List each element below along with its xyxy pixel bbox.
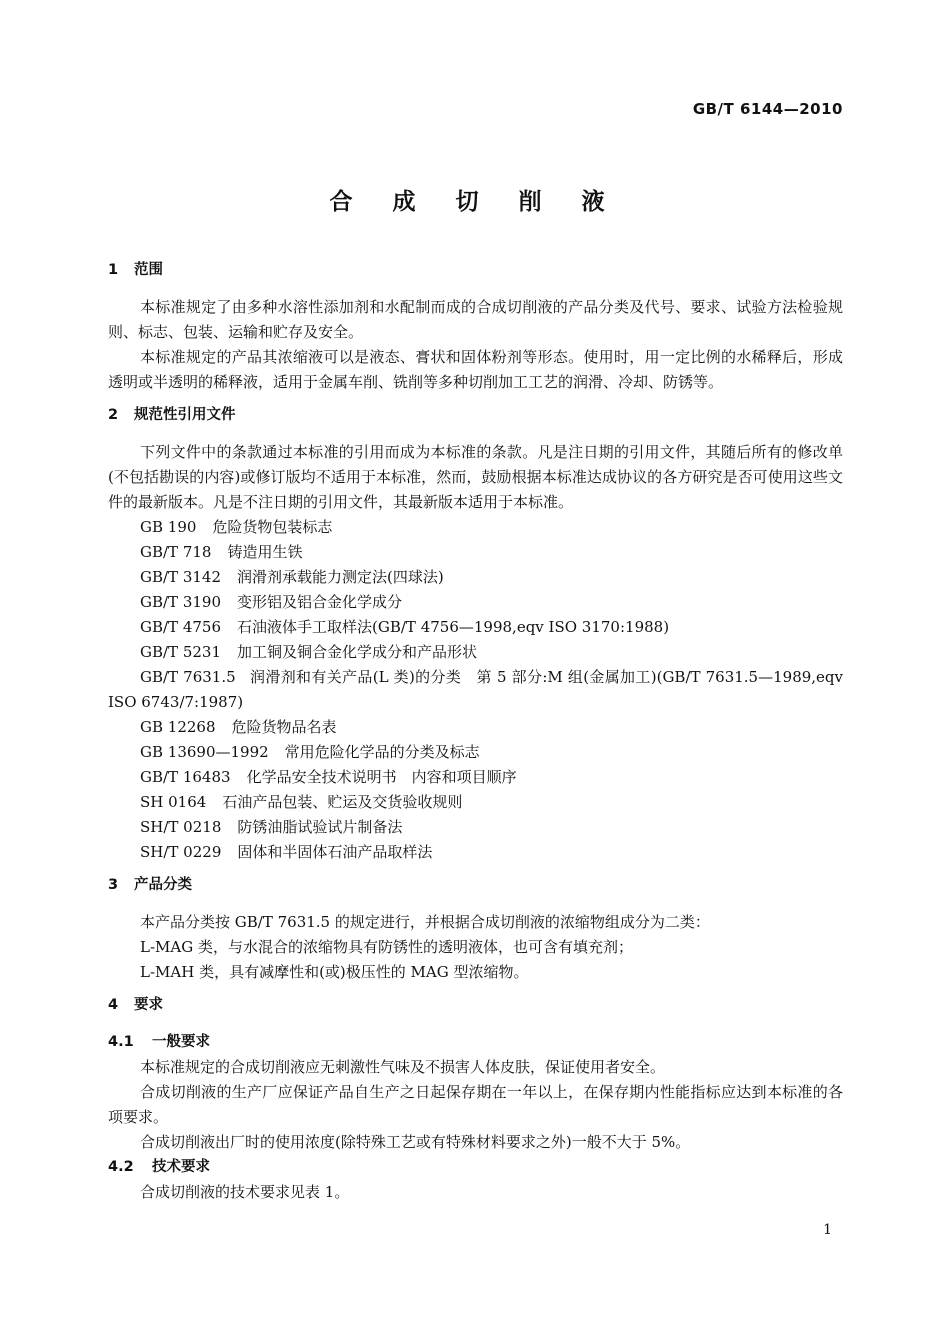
reference-title: 石油产品包装、贮运及交货验收规则: [222, 793, 463, 811]
reference-item: [108, 765, 843, 790]
section-title: 规范性引用文件: [134, 407, 236, 423]
reference-item: [108, 715, 843, 740]
reference-item: [108, 515, 843, 540]
reference-item: [108, 665, 843, 715]
section-number: 1: [108, 262, 119, 278]
reference-code: GB/T 16483: [140, 768, 231, 786]
reference-item: [108, 840, 843, 865]
reference-code: GB 12268: [140, 718, 216, 736]
paragraph: L-MAH 类，具有减摩性和(或)极压性的 MAG 型浓缩物。: [140, 963, 529, 981]
section-heading-4: [108, 993, 843, 1018]
reference-item: [108, 615, 843, 640]
section-title: 范围: [134, 262, 163, 278]
section-title: 要求: [134, 997, 163, 1013]
paragraph: 本产品分类按 GB/T 7631.5 的规定进行，并根据合成切削液的浓缩物组成分为二类：: [140, 913, 710, 931]
reference-item: [108, 815, 843, 840]
reference-item: [108, 790, 843, 815]
paragraph: 合成切削液的技术要求见表 1。: [140, 1183, 350, 1201]
section-heading-2: [108, 403, 843, 428]
subsection-number: 4.2: [108, 1159, 134, 1175]
reference-code: SH/T 0218: [140, 818, 222, 836]
section-number: 2: [108, 407, 119, 423]
reference-code: GB/T 3142: [140, 568, 222, 586]
reference-title: 变形铝及铝合金化学成分: [237, 593, 403, 611]
section-number: 4: [108, 997, 119, 1013]
reference-code: GB/T 4756: [140, 618, 222, 636]
reference-item: [108, 565, 843, 590]
reference-title: 石油液体手工取样法(GB/T 4756—1998,eqv ISO 3170:1988): [237, 618, 670, 636]
reference-item: [108, 640, 843, 665]
reference-title: 化学品安全技术说明书 内容和项目顺序: [246, 768, 517, 786]
reference-code: SH 0164: [140, 793, 207, 811]
section-heading-3: [108, 873, 843, 898]
reference-item: [108, 540, 843, 565]
subsection-heading-4-1: [108, 1030, 843, 1055]
reference-title: 润滑剂和有关产品(L 类)的分类 第 5 部分:M 组(金属加工)(GB/T 7631.5—1989,eqv ISO 6743/7:1987): [108, 668, 843, 711]
paragraph: 本标准规定的合成切削液应无刺激性气味及不损害人体皮肤，保证使用者安全。: [140, 1058, 666, 1076]
paragraph: 合成切削液出厂时的使用浓度(除特殊工艺或有特殊材料要求之外)一般不大于 5%。: [140, 1133, 691, 1151]
document-body: [108, 258, 843, 1205]
reference-title: 常用危险化学品的分类及标志: [284, 743, 480, 761]
reference-title: 防锈油脂试验试片制备法: [237, 818, 403, 836]
paragraph: 合成切削液的生产厂应保证产品自生产之日起保存期在一年以上，在保存期内性能指标应达到本标准的各项要求。: [108, 1083, 843, 1126]
reference-title: 加工铜及铜合金化学成分和产品形状: [237, 643, 478, 661]
reference-title: 铸造用生铁: [227, 543, 303, 561]
reference-code: GB/T 7631.5: [140, 668, 236, 686]
reference-code: GB/T 718: [140, 543, 212, 561]
reference-code: GB 190: [140, 518, 197, 536]
page-number: 1: [823, 1222, 832, 1238]
reference-title: 危险货物包装标志: [212, 518, 333, 536]
subsection-title: 一般要求: [152, 1034, 210, 1050]
reference-title: 润滑剂承载能力测定法(四球法): [237, 568, 444, 586]
reference-item: [108, 590, 843, 615]
reference-code: GB/T 3190: [140, 593, 222, 611]
subsection-number: 4.1: [108, 1034, 134, 1050]
standard-code: GB/T 6144—2010: [692, 100, 843, 118]
paragraph: 本标准规定的产品其浓缩液可以是液态、膏状和固体粉剂等形态。使用时，用一定比例的水稀释后，形成透明或半透明的稀释液，适用于金属车削、铣削等多种切削加工工艺的润滑、冷却、防锈等。: [108, 348, 843, 391]
subsection-title: 技术要求: [152, 1159, 210, 1175]
paragraph: 本标准规定了由多种水溶性添加剂和水配制而成的合成切削液的产品分类及代号、要求、试验方法检验规则、标志、包装、运输和贮存及安全。: [108, 298, 843, 341]
paragraph: L-MAG 类，与水混合的浓缩物具有防锈性的透明液体，也可含有填充剂；: [140, 938, 633, 956]
section-number: 3: [108, 877, 119, 893]
reference-item: [108, 740, 843, 765]
section-title: 产品分类: [134, 877, 192, 893]
paragraph: 下列文件中的条款通过本标准的引用而成为本标准的条款。凡是注日期的引用文件，其随后所有的修改单(不包括勘误的内容)或修订版均不适用于本标准，然而，鼓励根据本标准达成协议的各方研究是否可使用这些文件的最新版本。凡是不注日期的引用文件，其最新版本适用于本标准。: [108, 443, 843, 511]
reference-title: 固体和半固体石油产品取样法: [237, 843, 433, 861]
section-heading-1: [108, 258, 843, 283]
reference-code: GB 13690—1992: [140, 743, 269, 761]
reference-code: SH/T 0229: [140, 843, 222, 861]
reference-code: GB/T 5231: [140, 643, 222, 661]
reference-title: 危险货物品名表: [231, 718, 337, 736]
document-title: 合 成 切 削 液: [329, 189, 621, 215]
subsection-heading-4-2: [108, 1155, 843, 1180]
